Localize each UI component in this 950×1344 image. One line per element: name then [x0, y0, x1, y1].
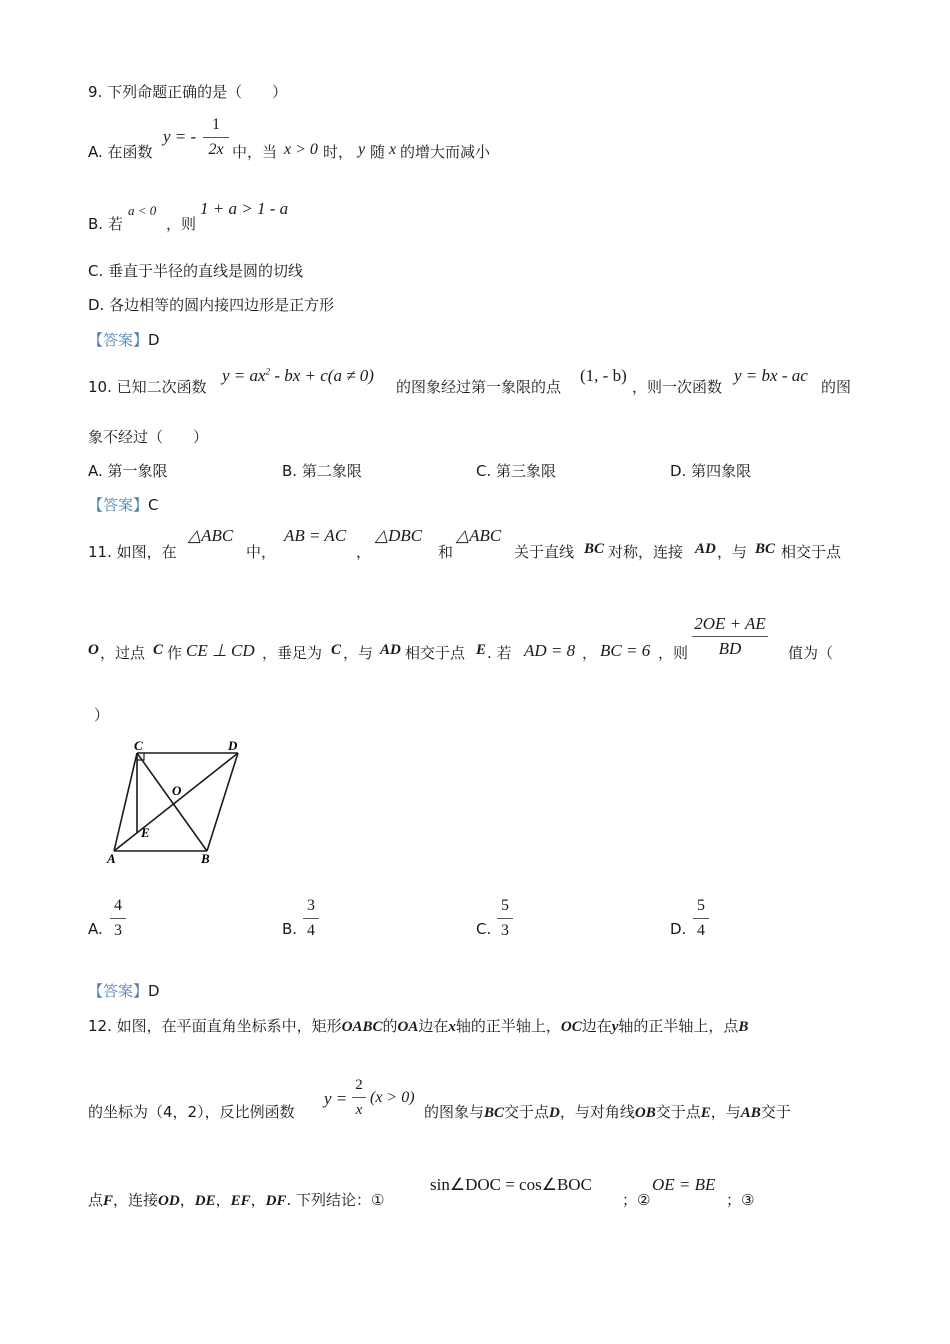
q11-option-c-label: C.	[476, 920, 492, 938]
q12-ab: AB	[740, 1105, 761, 1121]
q10-option-d: D. 第四象限	[670, 462, 752, 480]
q10-formula-1-base: y = ax	[222, 366, 266, 385]
q9-option-a-cond: x > 0	[284, 141, 318, 158]
segment-db	[207, 753, 238, 851]
q11-t5: 对称，连接	[608, 543, 684, 561]
q9-option-a-mid: 中，当	[232, 143, 278, 161]
q12-e: E	[700, 1105, 711, 1121]
answer-value: D	[148, 331, 160, 349]
q12-bc: BC	[484, 1105, 505, 1121]
q12-l2-t3: 交于点	[504, 1103, 550, 1121]
q9-option-a-prefix: A. 在函数	[88, 143, 153, 161]
q12-conclusion-1: sin∠DOC = cos∠BOC	[430, 1175, 592, 1194]
q12-b: B	[738, 1019, 749, 1035]
segment-ad	[114, 753, 238, 851]
q10-formula-3: y = bx - ac	[734, 366, 808, 385]
q11-t1: 中，	[246, 543, 277, 561]
q11-l2-t9: 值为（	[788, 644, 834, 662]
q11-eq1: AB = AC	[284, 526, 347, 545]
q12-line1	[88, 1015, 748, 1036]
q11-option-c-fraction: 5 3	[497, 895, 513, 942]
q9-option-c: C. 垂直于半径的直线是圆的切线	[88, 262, 304, 280]
q9-option-b-formula: 1 + a > 1 - a	[200, 199, 289, 218]
label-b: B	[201, 851, 210, 866]
q11-l2-ad: AD	[380, 642, 401, 658]
q11-l2-t6: . 若	[487, 644, 512, 662]
q9-option-a-var-x: x	[389, 141, 397, 158]
q11-l2-t1: ，过点	[100, 644, 146, 662]
q11-tri1: △ABC	[188, 526, 234, 545]
q11-l2-o: O	[88, 642, 99, 658]
q11-t2: ，	[356, 543, 372, 561]
q9-option-a-suffix-2: 随	[370, 143, 386, 161]
q11-l2-t3: ，垂足为	[262, 644, 323, 662]
q9-stem: 9. 下列命题正确的是（ ）	[88, 83, 288, 101]
q11-t4: 关于直线	[514, 543, 575, 561]
q12-d: D	[549, 1105, 560, 1121]
q10-mid: 的图象经过第一象限的点	[396, 378, 562, 396]
q9-option-b-prefix: B. 若	[88, 215, 123, 233]
q11-v-bc2: BC	[755, 541, 776, 557]
q9-option-a-suffix-1: 时，	[323, 143, 354, 161]
q12-de: DE	[194, 1193, 216, 1209]
q10-formula-1-rest: - bx + c(a ≠ 0)	[270, 366, 374, 385]
q10-option-c: C. 第三象限	[476, 462, 557, 480]
q11-l2-c: C	[153, 642, 164, 658]
q12-l2-t6: ，与	[710, 1103, 741, 1121]
q12-l1-t1: 12. 如图，在平面直角坐标系中，矩形	[88, 1017, 342, 1035]
q11-option-a-fraction: 4 3	[110, 895, 126, 942]
q10-mid2: ，则一次函数	[632, 378, 723, 396]
q11-line3: ）	[94, 706, 110, 724]
q12-x: x	[448, 1019, 456, 1035]
q11-l2-t5: 相交于点	[405, 644, 466, 662]
q12-l2-t5: 交于点	[655, 1103, 701, 1121]
q12-l3-t3: ，	[179, 1191, 195, 1209]
q10-formula-1	[222, 366, 374, 386]
q9-option-d: D. 各边相等的圆内接四边形是正方形	[88, 296, 335, 314]
q12-f: F	[103, 1193, 114, 1209]
q9-option-a-suffix-3: 的增大而减小	[400, 143, 491, 161]
q11-fraction: 2OE + AE BD	[692, 613, 768, 660]
q11-option-a-label: A.	[88, 920, 103, 938]
q10-formula-1-sup: 2	[265, 366, 271, 377]
q12-ef: EF	[230, 1193, 251, 1209]
q11-l2-eq1: AD = 8	[524, 641, 576, 660]
q11-l2-t2: 作	[167, 644, 183, 662]
q11-answer	[88, 980, 160, 1001]
q12-l2-t7: 交于	[760, 1103, 791, 1121]
q12-l3-t5: ，	[250, 1191, 266, 1209]
q12-l3-t8: ；③	[726, 1191, 755, 1209]
q11-l2-t8: ，则	[658, 644, 689, 662]
q12-y: y	[611, 1019, 619, 1035]
q9-option-a-var-y: y	[358, 141, 366, 158]
label-o: O	[172, 783, 182, 798]
q11-l2-e: E	[476, 642, 487, 658]
q12-l3-t7: ；②	[622, 1191, 651, 1209]
q11-option-b-fraction: 3 4	[303, 895, 319, 942]
q10-option-b: B. 第二象限	[282, 462, 362, 480]
q12-func-fraction: 2 x	[352, 1074, 366, 1121]
q12-line2-rest	[424, 1101, 791, 1122]
q12-l1-t3: 边在	[418, 1017, 449, 1035]
q12-l2-t1: 的坐标为（4，2），反比例函数	[88, 1103, 295, 1121]
q12-oa: OA	[397, 1019, 419, 1035]
label-c: C	[134, 738, 143, 753]
q11-l2-t4: ，与	[343, 644, 374, 662]
q11-v-ad: AD	[695, 541, 716, 557]
q11-option-d-label: D.	[670, 920, 687, 938]
q12-l3-t4: ，	[215, 1191, 231, 1209]
q12-od: OD	[158, 1193, 180, 1209]
q12-func-cond: (x > 0)	[370, 1089, 415, 1106]
q11-prefix: 11. 如图，在	[88, 543, 177, 561]
q9-option-b-cond: a < 0	[128, 203, 157, 218]
answer-value: C	[148, 496, 159, 514]
q11-tri2: △DBC	[375, 526, 423, 545]
q10-line2: 象不经过（ ）	[88, 428, 209, 446]
q9-option-a-fraction: 1 2x	[203, 114, 229, 161]
q10-option-a: A. 第一象限	[88, 462, 168, 480]
q12-l2-t2: 的图象与	[424, 1103, 485, 1121]
q11-tri3: △ABC	[456, 526, 502, 545]
q12-l1-t5: 边在	[581, 1017, 612, 1035]
q12-l1-t4: 轴的正半轴上，	[455, 1017, 561, 1035]
q10-prefix: 10. 已知二次函数	[88, 378, 207, 396]
label-a: A	[107, 851, 116, 866]
q12-oc: OC	[560, 1019, 582, 1035]
label-e: E	[141, 825, 150, 840]
answer-tag: 【答案】	[88, 496, 149, 514]
q11-l2-perp: CE ⊥ CD	[186, 641, 255, 660]
q9-option-b-mid: ，则	[166, 215, 197, 233]
q11-t3: 和	[438, 543, 454, 561]
q12-l3-t6: . 下列结论：①	[286, 1191, 385, 1209]
q9-option-a-formula: y = -	[163, 127, 197, 146]
q11-l2-eq2: BC = 6	[600, 641, 651, 660]
q11-l2-c2: C	[331, 642, 342, 658]
q11-option-b-label: B.	[282, 920, 298, 938]
q12-df: DF	[265, 1193, 287, 1209]
q12-l3-t1: 点	[88, 1191, 104, 1209]
q10-end: 的图	[821, 378, 852, 396]
q11-v-bc: BC	[584, 541, 605, 557]
q12-oabc: OABC	[341, 1019, 383, 1035]
answer-tag: 【答案】	[88, 331, 149, 349]
answer-tag: 【答案】	[88, 982, 149, 1000]
q11-t7: 相交于点	[781, 543, 842, 561]
q11-figure	[104, 734, 254, 866]
q12-l1-t2: 的	[382, 1017, 398, 1035]
q10-point: (1, - b)	[580, 366, 627, 385]
q12-l1-t6: 轴的正半轴上，点	[618, 1017, 739, 1035]
q12-l3-t2: ，连接	[113, 1191, 159, 1209]
q9-answer	[88, 329, 160, 350]
q10-answer	[88, 494, 159, 515]
q12-func-lhs: y =	[324, 1089, 348, 1108]
q11-option-d-fraction: 5 4	[693, 895, 709, 942]
q12-conclusion-2: OE = BE	[652, 1175, 716, 1194]
answer-value: D	[148, 982, 160, 1000]
q12-l2-t4: ，与对角线	[559, 1103, 635, 1121]
q12-line3-start	[88, 1189, 384, 1210]
q11-t6: ，与	[717, 543, 748, 561]
q11-l2-t7: ，	[582, 644, 598, 662]
label-d: D	[228, 738, 238, 753]
q12-ob: OB	[634, 1105, 656, 1121]
